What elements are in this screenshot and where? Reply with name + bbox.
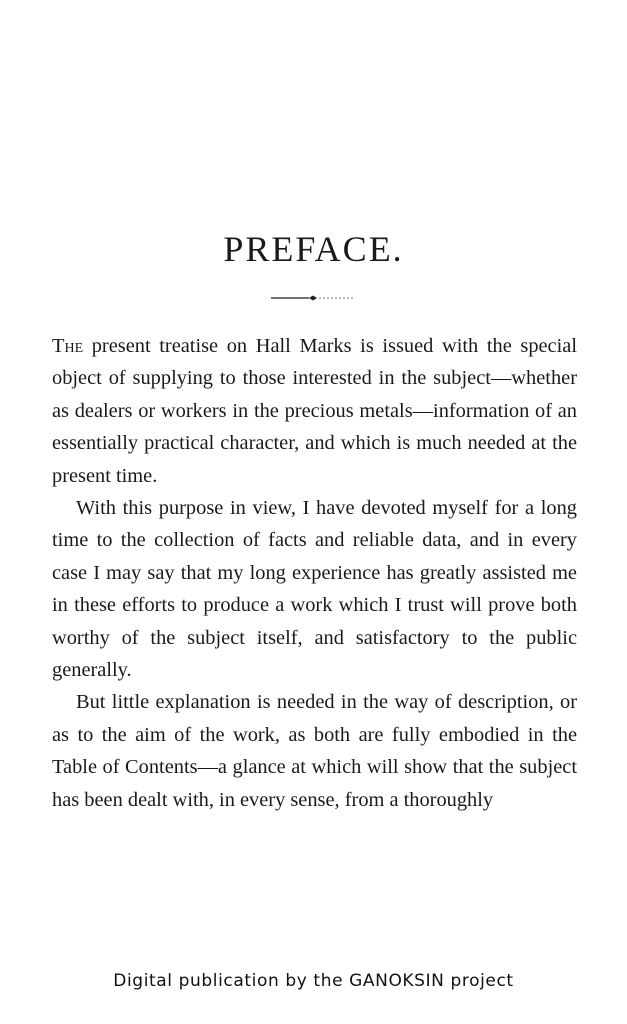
publication-credit: Digital publication by the GANOKSIN project <box>113 971 514 991</box>
preface-body <box>52 330 577 816</box>
paragraph-1 <box>52 330 577 492</box>
page-title: PREFACE. <box>223 229 404 269</box>
paragraph-lead-word: The <box>52 335 84 357</box>
paragraph-1-text: present treatise on Hall Marks is issued with the special object of supplying to those interested in the subject—whether as dealers or workers in the precious metals—information of an essentially practical character, and which is much needed at the present time. <box>52 335 577 487</box>
paragraph-3: But little explanation is needed in the way of description, or as to the aim of the work, as both are fully embodied in the Table of Contents—a glance at which will show that the subject has been dealt with, in every sense, from a thoroughly <box>52 691 577 811</box>
paragraph-2: With this purpose in view, I have devoted myself for a long time to the collection of facts and reliable data, and in every case I may say that my long experience has greatly assisted me in these efforts to produce a work which I trust will prove both worthy of the subject itself, and satisfactory to the public generally. <box>52 497 577 682</box>
ornament-divider <box>271 291 355 305</box>
